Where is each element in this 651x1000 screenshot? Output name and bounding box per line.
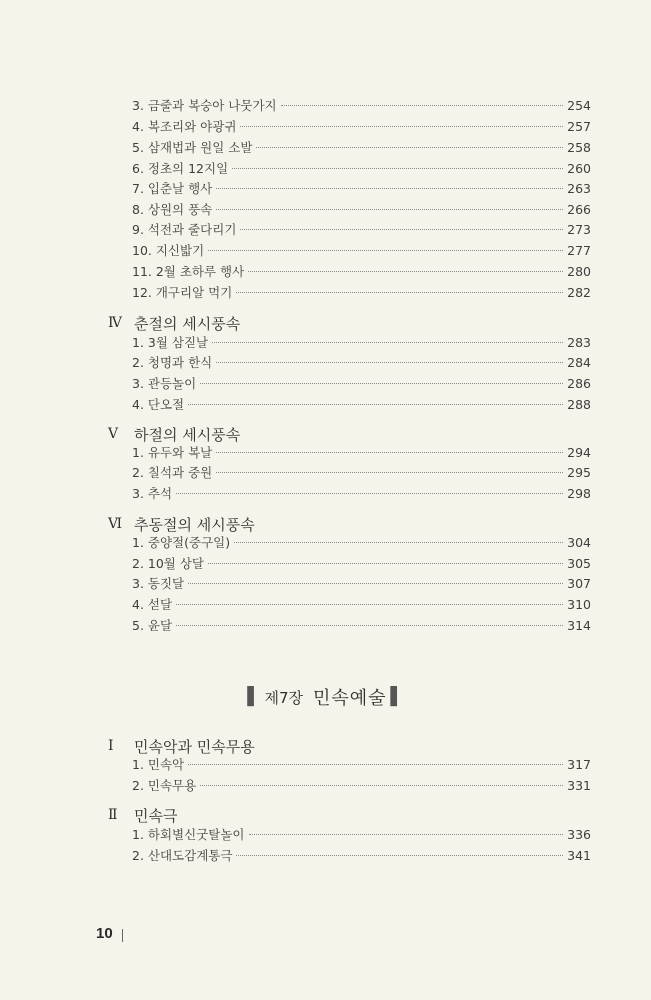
table-of-contents	[108, 0, 591, 1000]
toc-entry[interactable]	[132, 138, 591, 158]
toc-entry[interactable]	[132, 96, 591, 116]
toc-entry[interactable]	[132, 395, 591, 415]
dot-leader	[208, 250, 563, 251]
section-numeral: Ⅰ	[108, 738, 114, 754]
entry-title: 1. 하회별신굿탈놀이	[132, 827, 245, 842]
entry-title: 3. 관등놀이	[132, 376, 197, 391]
entry-page: 263	[567, 181, 591, 196]
section-numeral: Ⅴ	[108, 426, 119, 442]
dot-leader	[281, 105, 564, 106]
section-title: 민속극	[134, 806, 178, 825]
entry-page: 284	[567, 355, 591, 370]
dot-leader	[236, 292, 563, 293]
dot-leader	[188, 404, 563, 405]
toc-entry[interactable]	[132, 333, 591, 353]
dot-leader	[216, 452, 563, 453]
entry-title: 3. 금줄과 복숭아 나뭇가지	[132, 98, 277, 113]
section-title: 춘절의 세시풍속	[134, 314, 241, 333]
toc-entry[interactable]	[132, 574, 591, 594]
entry-title: 2. 칠석과 중원	[132, 465, 213, 480]
entry-title: 5. 삼재법과 원일 소발	[132, 140, 253, 155]
entry-page: 258	[567, 140, 591, 155]
entry-page: 307	[567, 576, 591, 591]
entry-page: 305	[567, 556, 591, 571]
toc-entry[interactable]	[132, 595, 591, 615]
entry-page: 295	[567, 465, 591, 480]
toc-entry[interactable]	[132, 825, 591, 845]
entry-page: 257	[567, 119, 591, 134]
entry-title: 1. 3월 삼짇날	[132, 335, 209, 350]
chapter-label: 제7장	[264, 688, 303, 707]
dot-leader	[176, 625, 563, 626]
dot-leader	[240, 229, 563, 230]
toc-entry[interactable]	[132, 484, 591, 504]
entry-title: 10. 지신밟기	[132, 243, 205, 258]
entry-page: 260	[567, 161, 591, 176]
chapter-title: 민속예술	[312, 688, 387, 709]
entry-page: 282	[567, 285, 591, 300]
entry-page: 266	[567, 202, 591, 217]
chapter-heading[interactable]	[0, 684, 651, 710]
entry-title: 4. 섣달	[132, 597, 173, 612]
dot-leader	[208, 563, 563, 564]
entry-title: 1. 중양절(중구일)	[132, 535, 231, 550]
entry-title: 3. 동짓달	[132, 576, 185, 591]
toc-entry[interactable]	[132, 117, 591, 137]
entry-title: 6. 정초의 12지일	[132, 161, 229, 176]
entry-title: 5. 윤달	[132, 618, 173, 633]
entry-page: 336	[567, 827, 591, 842]
entry-title: 2. 민속무용	[132, 778, 197, 793]
chapter-bar-right: ▌	[390, 687, 404, 707]
dot-leader	[188, 583, 563, 584]
entry-title: 11. 2월 초하루 행사	[132, 264, 245, 279]
dot-leader	[216, 209, 563, 210]
entry-page: 341	[567, 848, 591, 863]
dot-leader	[236, 855, 563, 856]
entry-title: 1. 민속악	[132, 757, 185, 772]
section-title: 민속악과 민속무용	[134, 737, 255, 756]
dot-leader	[212, 342, 563, 343]
entry-page: 310	[567, 597, 591, 612]
entry-title: 2. 산대도감계통극	[132, 848, 233, 863]
toc-entry[interactable]	[132, 846, 591, 866]
toc-entry[interactable]	[132, 463, 591, 483]
entry-page: 273	[567, 222, 591, 237]
toc-entry[interactable]	[132, 159, 591, 179]
toc-entry[interactable]	[132, 374, 591, 394]
dot-leader	[188, 764, 563, 765]
dot-leader	[176, 604, 563, 605]
entry-page: 254	[567, 98, 591, 113]
toc-entry[interactable]	[132, 200, 591, 220]
entry-page: 283	[567, 335, 591, 350]
dot-leader	[240, 126, 563, 127]
entry-page: 286	[567, 376, 591, 391]
entry-page: 288	[567, 397, 591, 412]
section-numeral: Ⅱ	[108, 807, 118, 823]
toc-entry[interactable]	[132, 262, 591, 282]
section-heading[interactable]	[108, 311, 240, 335]
dot-leader	[200, 383, 563, 384]
page-number: 10	[96, 925, 113, 942]
toc-entry[interactable]	[132, 443, 591, 463]
dot-leader	[249, 834, 564, 835]
entry-page: 304	[567, 535, 591, 550]
section-title: 하절의 세시풍속	[134, 425, 241, 444]
entry-title: 8. 상원의 풍속	[132, 202, 213, 217]
page-number-divider	[122, 929, 123, 942]
entry-page: 277	[567, 243, 591, 258]
entry-title: 4. 단오절	[132, 397, 185, 412]
toc-entry[interactable]	[132, 776, 591, 796]
entry-page: 280	[567, 264, 591, 279]
dot-leader	[216, 188, 563, 189]
chapter-bar-left: ▌	[247, 687, 261, 707]
entry-page: 314	[567, 618, 591, 633]
section-numeral: Ⅳ	[108, 315, 122, 331]
toc-entry[interactable]	[132, 353, 591, 373]
dot-leader	[200, 785, 563, 786]
toc-entry[interactable]	[132, 283, 591, 303]
dot-leader	[216, 362, 563, 363]
toc-entry[interactable]	[132, 179, 591, 199]
entry-title: 3. 추석	[132, 486, 173, 501]
toc-entry[interactable]	[132, 533, 591, 553]
toc-entry[interactable]	[132, 554, 591, 574]
entry-title: 7. 입춘날 행사	[132, 181, 213, 196]
section-numeral: Ⅵ	[108, 516, 123, 532]
entry-title: 1. 유두와 복날	[132, 445, 213, 460]
entry-title: 2. 청명과 한식	[132, 355, 213, 370]
toc-entry[interactable]	[132, 616, 591, 636]
entry-title: 2. 10월 상달	[132, 556, 205, 571]
dot-leader	[176, 493, 563, 494]
toc-entry[interactable]	[132, 220, 591, 240]
toc-entry[interactable]	[132, 241, 591, 261]
entry-page: 317	[567, 757, 591, 772]
entry-page: 294	[567, 445, 591, 460]
dot-leader	[216, 472, 563, 473]
entry-title: 4. 복조리와 야광귀	[132, 119, 237, 134]
dot-leader	[234, 542, 563, 543]
entry-page: 298	[567, 486, 591, 501]
dot-leader	[232, 168, 563, 169]
section-title: 추동절의 세시풍속	[134, 515, 255, 534]
entry-title: 9. 석전과 줄다리기	[132, 222, 237, 237]
toc-entry[interactable]	[132, 755, 591, 775]
entry-page: 331	[567, 778, 591, 793]
entry-title: 12. 개구리알 먹기	[132, 285, 233, 300]
dot-leader	[256, 147, 563, 148]
dot-leader	[248, 271, 563, 272]
section-heading[interactable]	[108, 803, 177, 827]
